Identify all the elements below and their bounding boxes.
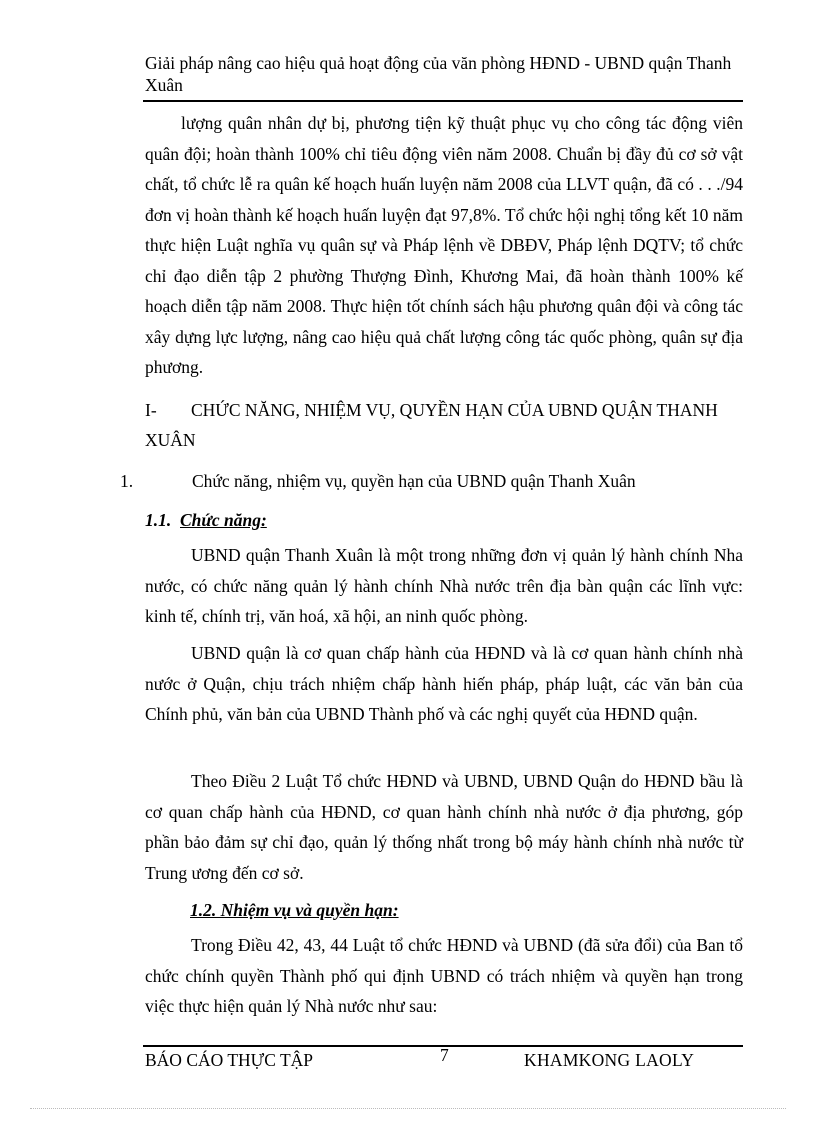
- section-heading-I: [145, 395, 745, 455]
- section-I-number: I-: [145, 400, 157, 420]
- page-bottom-dotted-line: [30, 1108, 786, 1109]
- paragraph-executive-body: UBND quận là cơ quan chấp hành của HĐND và là cơ quan hành chính nhà nước ở Quận, chịu trách nhiệm chấp hành hiến pháp, pháp luật, các văn bản của Chính phủ, văn bản của UBND Thành phố và các nghị quyết của HĐND quận.: [145, 643, 743, 724]
- subsection-heading-1-2: 1.2. Nhiệm vụ và quyền hạn:: [190, 900, 399, 920]
- section-1-number: 1.: [120, 471, 134, 491]
- subsection-heading-1-1: [145, 505, 267, 535]
- section-heading-1: [120, 466, 740, 496]
- section-1-title: Chức năng, nhiệm vụ, quyền hạn của UBND quận Thanh Xuân: [192, 471, 636, 491]
- continuation-paragraph: lượng quân nhân dự bị, phương tiện kỹ thuật phục vụ cho công tác động viên quân đội; hoàn thành 100% chỉ tiêu động viên năm 2008. Chuẩn bị đầy đủ cơ sở vật chất, tổ chức lễ ra quân kế hoạch huấn luyện năm 2008 của LLVT quận, đã có . . ./94 đơn vị hoàn thành kế hoạch huấn luyện đạt 97,8%. Tổ chức hội nghị tổng kết 10 năm thực hiện Luật nghĩa vụ quân sự và Pháp lệnh về DBĐV, Pháp lệnh DQTV; tổ chức chỉ đạo diễn tập 2 phường Thượng Đình, Khương Mai, đã hoàn thành 100% kế hoạch diễn tập năm 2008. Thực hiện tốt chính sách hậu phương quân đội và công tác xây dựng lực lượng, nâng cao hiệu quả chất lượng công tác quốc phòng, quân sự địa phương.: [145, 113, 743, 377]
- footer-page-number: 7: [440, 1045, 449, 1065]
- subsection-1-1-number: 1.1.: [145, 510, 172, 530]
- paragraph-duties: Trong Điều 42, 43, 44 Luật tổ chức HĐND và UBND (đã sửa đổi) của Ban tổ chức chính quyền Thành phố qui định UBND có trách nhiệm và quyền hạn trong việc thực hiện quản lý Nhà nước như sau:: [145, 935, 743, 1016]
- running-header-title: Giải pháp nâng cao hiệu quả hoạt động của văn phòng HĐND - UBND quận Thanh Xuân: [145, 53, 732, 95]
- paragraph-article-2: Theo Điều 2 Luật Tổ chức HĐND và UBND, UBND Quận do HĐND bầu là cơ quan chấp hành của HĐND, cơ quan hành chính nhà nước ở địa phương, góp phần bảo đảm sự chỉ đạo, quản lý thống nhất trong bộ máy hành chính nhà nước từ Trung ương đến cơ sở.: [145, 771, 743, 883]
- section-I-title: CHỨC NĂNG, NHIỆM VỤ, QUYỀN HẠN CỦA UBND QUẬN THANH XUÂN: [145, 400, 718, 450]
- header-divider: [143, 100, 743, 102]
- subsection-1-1-title: Chức năng:: [180, 510, 267, 530]
- footer-author: KHAMKONG LAOLY: [524, 1050, 695, 1070]
- paragraph-function: UBND quận Thanh Xuân là một trong những đơn vị quản lý hành chính Nha nước, có chức năng quản lý hành chính Nhà nước trên địa bàn quận các lĩnh vực: kinh tế, chính trị, văn hoá, xã hội, an ninh quốc phòng.: [145, 545, 743, 626]
- footer-report-label: BÁO CÁO THỰC TẬP: [145, 1050, 314, 1070]
